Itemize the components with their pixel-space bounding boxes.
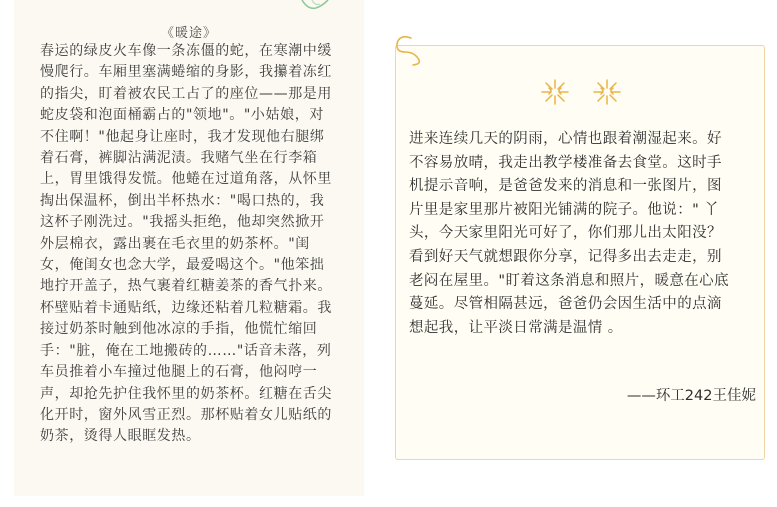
story-line: 手："脏，俺在工地搬砖的……"话音未落，列 <box>40 342 332 359</box>
story-line: 不住啊！"他起身让座时，我才发现他右腿绑 <box>40 128 325 145</box>
story-line: 春运的绿皮火车像一条冻僵的蛇，在寒潮中缓 <box>40 43 332 59</box>
story-line: 上，胃里饿得发慌。他蜷在过道角落，从怀里 <box>40 171 332 188</box>
leaf-icon <box>300 0 330 12</box>
fireworks-icon <box>527 77 637 111</box>
card-body <box>409 128 759 340</box>
story-line: 女，俺闺女也念大学，最爱喝这个。"他笨拙 <box>40 257 325 274</box>
author-signature: ——环工242王佳妮 <box>626 388 756 404</box>
story-line: 地拧开盖子，热气裹着红糖姜茶的香气扑来。 <box>40 278 332 295</box>
story-line: 奶茶，烫得人眼眶发热。 <box>40 428 201 445</box>
card-line: 进来连续几天的阴雨，心情也跟着潮湿起来。好 <box>409 131 722 147</box>
story-line: 接过奶茶时触到他冰凉的手指，他慌忙缩回 <box>40 321 318 338</box>
story-line: 杯壁贴着卡通贴纸，边缘还粘着几粒糖霜。我 <box>40 299 332 316</box>
story-line: 着石膏，裤脚沾满泥渍。我赌气坐在行李箱 <box>40 150 318 167</box>
card-line: 机提示音响，是爸爸发来的消息和一张图片，图 <box>409 178 722 195</box>
card-line: 老闷在屋里。"盯着这条消息和照片，暖意在心底 <box>409 272 729 289</box>
story-body <box>40 41 346 448</box>
story-line: 的指尖，盯着被农民工占了的座位——那是用 <box>40 85 332 102</box>
story-line: 化开时，窗外风雪正烈。那杯贴着女儿贴纸的 <box>40 406 332 423</box>
card-line: 想起我，让平淡日常满是温情 。 <box>409 319 623 336</box>
card-line: 蔓延。尽管相隔甚远，爸爸仍会因生活中的点滴 <box>409 296 722 313</box>
story-line: 车员推着小车撞过他腿上的石膏，他闷哼一 <box>40 364 318 381</box>
card-line: 不容易放晴，我走出教学楼准备去食堂。这时手 <box>409 154 722 171</box>
story-line: 外层棉衣，露出裹在毛衣里的奶茶杯。"闺 <box>40 235 310 252</box>
story-title: 《暖途》 <box>160 26 217 41</box>
story-line: 掏出保温杯，倒出半杯热水："喝口热的，我 <box>40 192 325 209</box>
paperclip-icon <box>389 32 429 66</box>
story-line: 声，却抢先护住我怀里的奶茶杯。红糖在舌尖 <box>40 385 332 402</box>
card-line: 头，今天家里阳光可好了，你们那儿出太阳没？ <box>409 225 722 242</box>
story-line: 蛇皮袋和泡面桶霸占的"领地"。"小姑娘，对 <box>40 107 324 124</box>
card-line: 片里是家里那片被阳光铺满的院子。他说：" 丫 <box>409 201 720 218</box>
story-line: 慢爬行。车厢里塞满蜷缩的身影，我攥着冻红 <box>40 64 332 81</box>
card-line: 看到好天气就想跟你分享，记得多出去走走，别 <box>409 248 722 265</box>
story-line: 这杯子刚洗过。"我摇头拒绝，他却突然掀开 <box>40 214 325 231</box>
